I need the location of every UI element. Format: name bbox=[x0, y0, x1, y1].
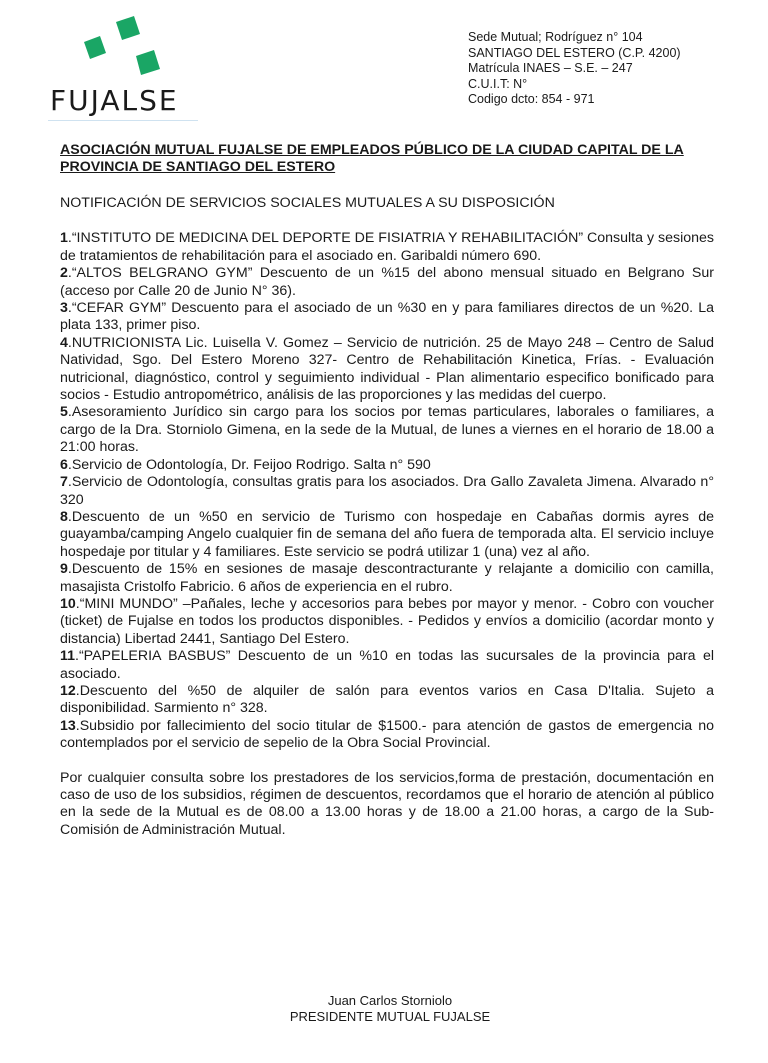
service-text: .“ALTOS BELGRANO GYM” Descuento de un %15 del abono mensual situado en Belgrano Sur (acceso por Calle 20 de Junio N° 36). bbox=[60, 265, 714, 299]
fujalse-logo bbox=[40, 8, 210, 123]
service-number: 2 bbox=[60, 265, 68, 282]
signature-role: PRESIDENTE MUTUAL FUJALSE bbox=[289, 1009, 491, 1024]
service-number: 13 bbox=[60, 717, 76, 734]
service-number: 4 bbox=[60, 334, 68, 351]
service-item bbox=[60, 300, 714, 335]
service-text: .Servicio de Odontología, Dr. Feijoo Rodrigo. Salta n° 590 bbox=[67, 456, 431, 473]
document-title: ASOCIACIÓN MUTUAL FUJALSE DE EMPLEADOS PÚBLICO DE LA CIUDAD CAPITAL DE LA PROVINCIA DE SANTIAGO DEL ESTERO bbox=[60, 142, 684, 175]
service-number: 5 bbox=[60, 404, 68, 421]
service-text: .Subsidio por fallecimiento del socio titular de $1500.- para atención de gastos de emergencia no contemplados por el servicio de sepelio de la Obra Social Provincial. bbox=[60, 717, 714, 752]
service-item bbox=[60, 509, 714, 561]
service-item bbox=[60, 648, 714, 683]
logo-underline bbox=[48, 120, 198, 121]
service-item bbox=[60, 474, 714, 509]
service-item bbox=[60, 230, 714, 265]
service-item bbox=[60, 561, 714, 596]
header-city: SANTIAGO DEL ESTERO (C.P. 4200) bbox=[468, 45, 681, 60]
service-text: .“MINI MUNDO” –Pañales, leche y accesorios para bebes por mayor y menor. - Cobro con voucher (ticket) de Fujalse en todos los productos disponibles. - Pedidos y envíos a domicilio (acordar monto y distancia) Libertad 2441, Santiago Del Estero. bbox=[60, 595, 714, 647]
signature-name: Juan Carlos Storniolo bbox=[327, 993, 453, 1008]
header-registration: Matrícula INAES – S.E. – 247 bbox=[468, 61, 633, 75]
service-text: .NUTRICIONISTA Lic. Luisella V. Gomez – Servicio de nutrición. 25 de Mayo 248 – Centro de Salud Natividad, Sgo. Del Estero Moreno 327- Centro de Rehabilitación Kinetica, Frías. - Evaluación nutricional, diagnóstico, control y seguimiento individual - Plan alimentario especifico bonificado para socios - Estudio antropométrico, análisis de las proporciones y las medidas del cuerpo. bbox=[60, 334, 714, 404]
service-item bbox=[60, 457, 714, 474]
service-item bbox=[60, 683, 714, 718]
service-number: 7 bbox=[60, 474, 68, 491]
header-address: Sede Mutual; Rodríguez n° 104 bbox=[468, 30, 643, 44]
logo-wordmark: FUJALSE bbox=[50, 84, 179, 117]
service-item bbox=[60, 718, 714, 753]
service-text: .“INSTITUTO DE MEDICINA DEL DEPORTE DE FISIATRIA Y REHABILITACIÓN” Consulta y sesiones de tratamientos de rehabilitación para el asociado en. Garibaldi número 690. bbox=[60, 230, 714, 264]
service-item bbox=[60, 596, 714, 648]
service-number: 8 bbox=[60, 508, 68, 525]
service-text: .“CEFAR GYM” Descuento para el asociado de un %30 en y para familiares directos de un %20. La plata 133, primer piso. bbox=[60, 300, 714, 334]
header-contact-info bbox=[468, 30, 758, 108]
header-discount-code: Codigo dcto: 854 - 971 bbox=[468, 92, 595, 106]
service-text: .Asesoramiento Jurídico sin cargo para los socios por temas particulares, laborales o familiares, a cargo de la Dra. Storniolo Gimena, en la sede de la Mutual, de lunes a viernes en el horario de 18.00 a 21:00 horas. bbox=[60, 404, 714, 456]
service-number: 1 bbox=[60, 230, 68, 247]
service-text: .Descuento del %50 de alquiler de salón para eventos varios en Casa D'Italia. Sujeto a disponibilidad. Sarmiento n° 328. bbox=[60, 682, 714, 717]
document-subtitle: NOTIFICACIÓN DE SERVICIOS SOCIALES MUTUALES A SU DISPOSICIÓN bbox=[60, 195, 555, 211]
service-item bbox=[60, 335, 714, 405]
service-number: 3 bbox=[60, 300, 68, 317]
service-number: 11 bbox=[60, 648, 75, 665]
service-number: 6 bbox=[60, 456, 68, 473]
service-text: .Servicio de Odontología, consultas gratis para los asociados. Dra Gallo Zavaleta Jimena. Alvarado n° 320 bbox=[60, 474, 714, 508]
document-body bbox=[60, 142, 714, 853]
fujalse-green-squares-logo-icon bbox=[40, 8, 210, 88]
service-number: 10 bbox=[60, 595, 76, 612]
service-text: .“PAPELERIA BASBUS” Descuento de un %10 en todas las sucursales de la provincia para el asociado. bbox=[60, 648, 714, 682]
service-item bbox=[60, 404, 714, 456]
service-item bbox=[60, 265, 714, 300]
signature-block bbox=[0, 993, 768, 1025]
service-text: .Descuento de 15% en sesiones de masaje descontracturante y relajante a domicilio con camilla, masajista Cristolfo Fabricio. 6 años de experiencia en el rubro. bbox=[60, 561, 714, 595]
header-cuit: C.U.I.T: N° bbox=[468, 76, 528, 91]
services-list bbox=[60, 230, 714, 752]
service-number: 9 bbox=[60, 561, 68, 578]
service-number: 12 bbox=[60, 682, 76, 699]
service-text: .Descuento de un %50 en servicio de Turismo con hospedaje en Cabañas dormis ayres de guayamba/camping Angelo cualquier fin de semana del año fuera de temporada alta. El servicio incluye hospedaje por titular y 4 familiares. Este servicio se podrá utilizar 1 (una) vez al año. bbox=[60, 508, 714, 560]
closing-paragraph: Por cualquier consulta sobre los prestadores de los servicios,forma de prestación, documentación en caso de uso de los subsidios, régimen de descuentos, recordamos que el horario de atención al público en la sede de la Mutual es de 08.00 a 13.00 horas y de 18.00 a 21.00 horas, a cargo de la Sub-Comisión de Administración Mutual. bbox=[60, 769, 714, 838]
